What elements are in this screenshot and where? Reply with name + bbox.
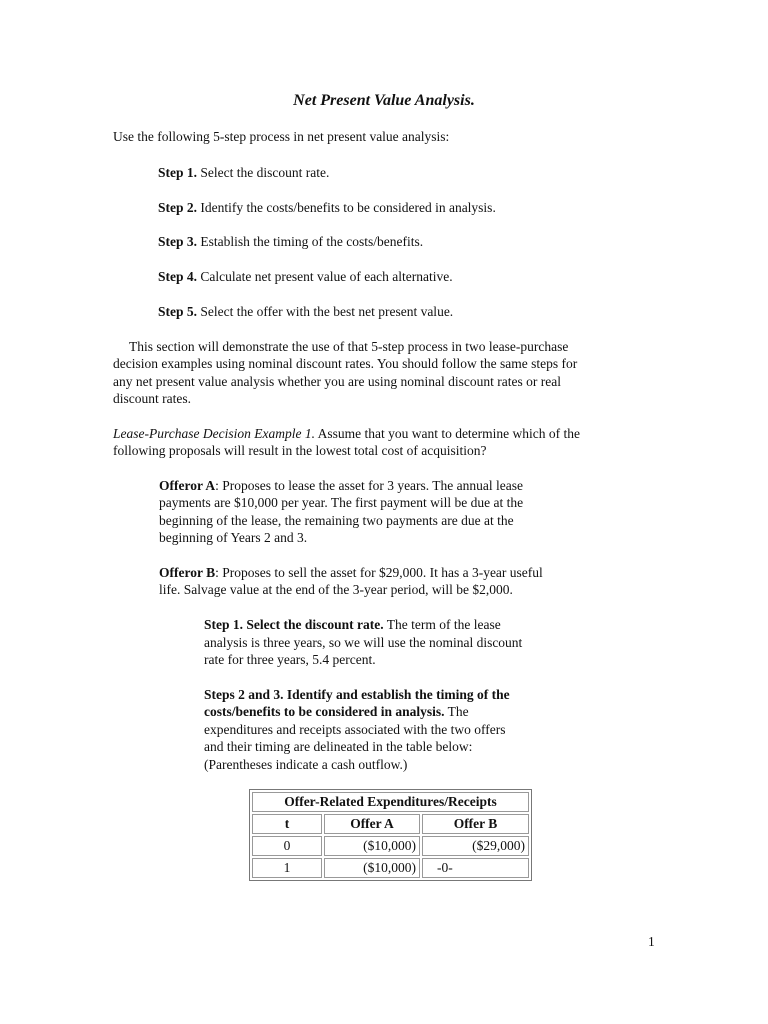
offeror-a-line-3: beginning of the lease, the remaining two payments are due at the xyxy=(159,513,514,528)
page-title: Net Present Value Analysis. xyxy=(293,92,475,109)
table-cell-t: 0 xyxy=(252,836,322,856)
step-3-label: Step 3. xyxy=(158,234,198,249)
step-5-text: Select the offer with the best net present value. xyxy=(197,304,454,319)
table-row xyxy=(252,858,529,878)
steps23-detail-line-3: expenditures and receipts associated with the two offers xyxy=(204,722,506,737)
example1-line-2: following proposals will result in the lowest total cost of acquisition? xyxy=(113,443,487,458)
offeror-b-line-1 xyxy=(159,564,543,582)
step-3 xyxy=(158,233,423,251)
offeror-b-label: Offeror B xyxy=(159,565,216,580)
step-4-text: Calculate net present value of each alternative. xyxy=(197,269,453,284)
table-cell-offer-a: ($10,000) xyxy=(324,836,420,856)
step-1 xyxy=(158,164,329,182)
step1-detail-label: Step 1. Select the discount rate. xyxy=(204,617,384,632)
section-para-line-3: any net present value analysis whether you are using nominal discount rates or real xyxy=(113,374,561,389)
example1-line-1 xyxy=(113,425,580,443)
table-header-t: t xyxy=(252,814,322,834)
step1-detail-line-3: rate for three years, 5.4 percent. xyxy=(204,652,376,667)
offer-expenditures-table xyxy=(249,789,532,881)
intro-text: Use the following 5-step process in net present value analysis: xyxy=(113,129,450,144)
table-row xyxy=(252,836,529,856)
step1-detail-text: The term of the lease xyxy=(383,617,501,632)
step1-detail-line-1 xyxy=(204,616,501,634)
section-para-line-4: discount rates. xyxy=(113,391,191,406)
page-number: 1 xyxy=(648,934,655,949)
offeror-b-line-2: life. Salvage value at the end of the 3-year period, will be $2,000. xyxy=(159,582,513,597)
offeror-a-text: : Proposes to lease the asset for 3 years. The annual lease xyxy=(215,478,524,493)
table-header-offer-b: Offer B xyxy=(422,814,529,834)
step-1-label: Step 1. xyxy=(158,165,198,180)
table-header-offer-a: Offer A xyxy=(324,814,420,834)
step1-detail-line-2: analysis is three years, so we will use the nominal discount xyxy=(204,635,523,650)
table-caption-row xyxy=(252,792,529,812)
offeror-b-text: : Proposes to sell the asset for $29,000. It has a 3-year useful xyxy=(215,565,543,580)
offeror-a-label: Offeror A xyxy=(159,478,216,493)
section-para-line-1: This section will demonstrate the use of that 5-step process in two lease-purchase xyxy=(129,339,569,354)
table-cell-offer-a: ($10,000) xyxy=(324,858,420,878)
steps23-detail-line-5: (Parentheses indicate a cash outflow.) xyxy=(204,757,408,772)
step-2-label: Step 2. xyxy=(158,200,198,215)
step-3-text: Establish the timing of the costs/benefits. xyxy=(197,234,424,249)
steps23-detail-text: The xyxy=(444,704,469,719)
offeror-a-line-1 xyxy=(159,477,523,495)
steps23-detail-bold-1: Steps 2 and 3. Identify and establish the timing of the xyxy=(204,687,510,702)
steps23-detail-bold-2: costs/benefits to be considered in analysis. xyxy=(204,704,445,719)
steps23-detail-line-2 xyxy=(204,703,469,721)
step-5-label: Step 5. xyxy=(158,304,198,319)
step-5 xyxy=(158,303,453,321)
example1-text: Assume that you want to determine which of the xyxy=(314,426,581,441)
step-2 xyxy=(158,199,496,217)
step-4 xyxy=(158,268,453,286)
table-caption: Offer-Related Expenditures/Receipts xyxy=(252,792,529,812)
offeror-a-line-4: beginning of Years 2 and 3. xyxy=(159,530,308,545)
step-4-label: Step 4. xyxy=(158,269,198,284)
step-2-text: Identify the costs/benefits to be considered in analysis. xyxy=(197,200,496,215)
example1-label: Lease-Purchase Decision Example 1. xyxy=(113,426,315,441)
table-cell-offer-b: -0- xyxy=(422,858,529,878)
section-para-line-2: decision examples using nominal discount rates. You should follow the same steps for xyxy=(113,356,578,371)
step-1-text: Select the discount rate. xyxy=(197,165,330,180)
table-header-row xyxy=(252,814,529,834)
offeror-a-line-2: payments are $10,000 per year. The first payment will be due at the xyxy=(159,495,524,510)
steps23-detail-line-1 xyxy=(204,686,510,704)
steps23-detail-line-4: and their timing are delineated in the table below: xyxy=(204,739,473,754)
table-cell-offer-b: ($29,000) xyxy=(422,836,529,856)
table-cell-t: 1 xyxy=(252,858,322,878)
